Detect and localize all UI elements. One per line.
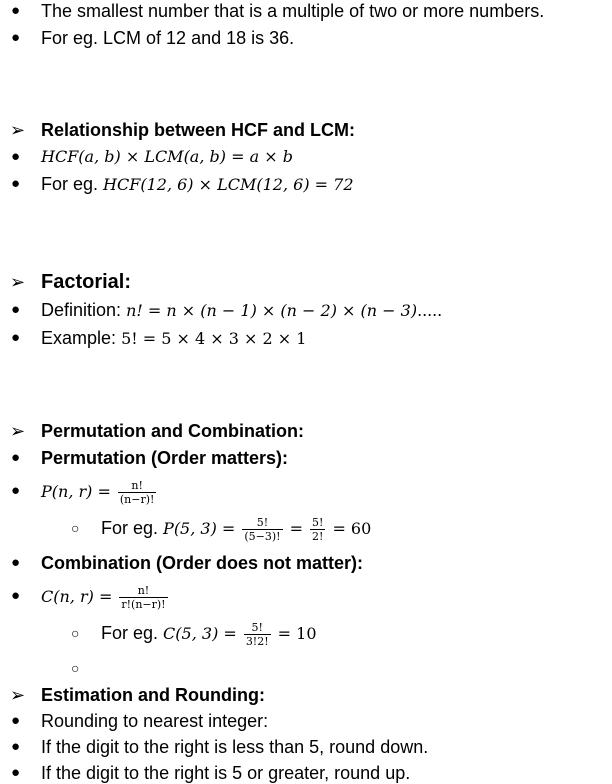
bullet-icon: ● xyxy=(11,712,21,729)
bullet-icon: ● xyxy=(11,764,21,781)
bullet-icon: ● xyxy=(11,2,21,19)
bullet-icon: ● xyxy=(11,175,21,192)
bullet-icon: ● xyxy=(11,148,21,165)
relationship-formula: HCF(a, b) × LCM(a, b) = a × b xyxy=(41,147,293,166)
factorial-heading: Factorial: xyxy=(41,271,132,293)
permutation-formula-lhs: P(n, r) = xyxy=(41,482,111,501)
arrow-bullet-icon: ➢ xyxy=(10,685,26,705)
relationship-example-prefix: For eg. xyxy=(41,174,99,194)
combination-heading: Combination (Order does not matter): xyxy=(41,553,364,573)
fraction-numerator: 5! xyxy=(251,620,263,634)
combination-formula-lhs: C(n, r) = xyxy=(41,587,113,606)
arrow-bullet-icon: ➢ xyxy=(10,421,26,441)
permutation-example-prefix: For eg. xyxy=(101,518,159,538)
bullet-icon: ● xyxy=(11,738,21,755)
fraction-denominator: (5−3)! xyxy=(244,529,281,543)
circle-bullet-icon: ○ xyxy=(71,520,80,536)
fraction-denominator: 3!2! xyxy=(245,634,269,648)
fraction-denominator: r!(n−r)! xyxy=(121,597,166,611)
combination-example-prefix: For eg. xyxy=(101,623,159,643)
bullet-icon: ● xyxy=(11,329,21,346)
permutation-example-result: = 60 xyxy=(332,519,372,538)
factorial-definition-prefix: Definition: xyxy=(41,300,122,320)
combination-example-lhs: C(5, 3) = xyxy=(163,624,237,643)
bullet-icon: ● xyxy=(11,587,21,604)
combination-example-fraction xyxy=(244,621,271,648)
permutation-heading: Permutation (Order matters): xyxy=(41,448,289,468)
factorial-example-prefix: Example: xyxy=(41,328,117,348)
perm-comb-heading: Permutation and Combination: xyxy=(41,421,304,441)
fraction-numerator: 5! xyxy=(256,515,269,529)
factorial-definition-formula: n! = n × (n − 1) × (n − 2) × (n − 3) xyxy=(126,301,418,320)
circle-bullet-icon: ○ xyxy=(71,660,80,676)
fraction-numerator: n! xyxy=(131,478,143,492)
lcm-example-text: For eg. LCM of 12 and 18 is 36. xyxy=(41,28,295,48)
permutation-example-fraction-1 xyxy=(242,516,282,543)
fraction-numerator: n! xyxy=(137,583,150,597)
arrow-bullet-icon: ➢ xyxy=(10,272,26,292)
circle-bullet-icon: ○ xyxy=(71,625,80,641)
factorial-definition-suffix: ..... xyxy=(417,300,443,320)
relationship-heading: Relationship between HCF and LCM: xyxy=(41,120,356,140)
combination-example-result: = 10 xyxy=(277,624,317,643)
factorial-example-formula: 5! = 5 × 4 × 3 × 2 × 1 xyxy=(121,329,307,348)
equals-sign: = xyxy=(289,519,303,538)
permutation-fraction xyxy=(118,479,157,506)
arrow-bullet-icon: ➢ xyxy=(10,120,26,140)
bullet-icon: ● xyxy=(11,29,21,46)
estimation-item-text: If the digit to the right is 5 or greater, round up. xyxy=(41,763,411,783)
relationship-example-formula: HCF(12, 6) × LCM(12, 6) = 72 xyxy=(103,175,354,194)
fraction-denominator: 2! xyxy=(312,529,324,543)
combination-fraction xyxy=(119,584,167,611)
bullet-icon: ● xyxy=(11,449,21,466)
estimation-heading: Estimation and Rounding: xyxy=(41,685,265,705)
fraction-denominator: (n−r)! xyxy=(119,492,155,506)
fraction-numerator: 5! xyxy=(312,515,324,529)
lcm-definition-text: The smallest number that is a multiple of two or more numbers. xyxy=(41,1,545,21)
estimation-item-text: Rounding to nearest integer: xyxy=(41,711,269,731)
bullet-icon: ● xyxy=(11,301,21,318)
permutation-example-lhs: P(5, 3) = xyxy=(163,519,236,538)
bullet-icon: ● xyxy=(11,554,21,571)
estimation-item-text: If the digit to the right is less than 5, round down. xyxy=(41,737,429,757)
bullet-icon: ● xyxy=(11,482,21,499)
permutation-example-fraction-2 xyxy=(310,516,325,543)
